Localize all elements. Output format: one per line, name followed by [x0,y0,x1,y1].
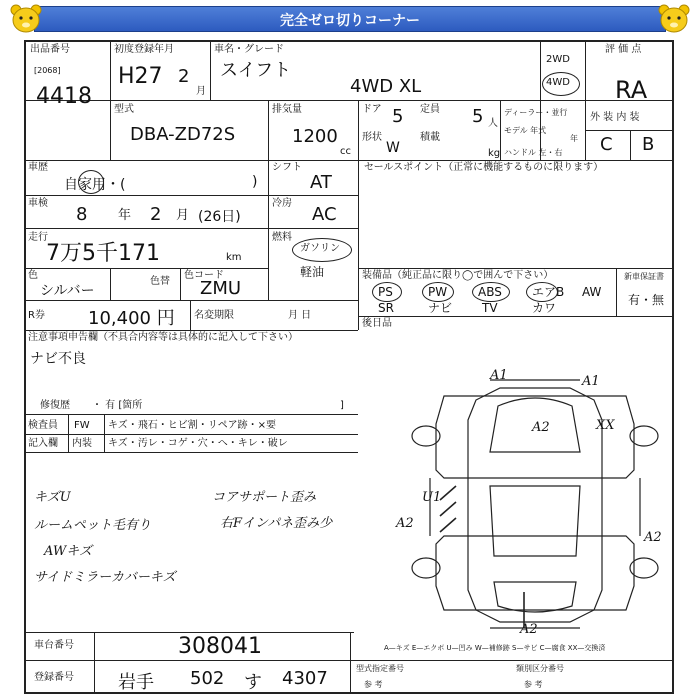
notes-label: 注意事項申告欄（不具合内容等は具体的に記入して下さい） [28,332,298,343]
eval-value: RA [615,76,648,104]
plate-kana: す [244,672,262,693]
inspect-year: 8 [76,204,88,225]
inspect-month: 2 [150,204,162,225]
reg-era: H27 [118,64,163,89]
load-label: 積載 [420,132,440,143]
fuel-diesel: 軽油 [300,265,325,279]
handwritten-note: ルームペット毛有り [34,518,152,533]
history-value: 自家用・( [64,177,126,193]
eval-label: 評 価 点 [605,44,642,55]
year-model-label: モデル 年式 [504,126,547,135]
grade: 4WD XL [350,76,422,97]
lot-number: 4418 [36,84,92,109]
mileage-value: 7万5千171 [46,241,160,266]
header-banner [34,6,666,32]
model-value: DBA-ZD72S [130,124,236,145]
rear-seat-label: 後日品 [362,318,392,329]
color-code-value: ZMU [200,278,242,299]
equip-aw: AW [582,285,602,299]
int-label: 内装 [72,438,92,449]
history-close: ) [252,174,258,190]
ext-value: C [600,134,613,155]
lot-sub: [2068] [34,66,61,75]
damage-mark: A1 [490,368,508,383]
warranty-value: 有・無 [628,293,665,307]
color-label: 色 [28,270,38,281]
equip-sr: SR [378,301,394,315]
name-change-unit: 月 日 [288,310,312,321]
ref-label-2: 参 考 [524,680,543,689]
inspector-label: 検査員 [28,420,58,431]
int-value: B [642,134,655,155]
handwritten-note: コアサポート歪み [212,490,317,505]
doors-label: ドア [362,104,382,115]
dealer-label: ディーラー・並行 [504,108,568,117]
inspect-label: 車検 [28,198,48,209]
damage-mark: A2 [644,530,662,545]
fuel-label: 燃料 [272,232,292,243]
cap-unit: 人 [488,118,498,129]
chassis-value: 308041 [178,634,262,659]
load-unit: kg [488,148,501,159]
damage-mark: U1 [422,490,442,505]
equip-airbag-circle [526,282,558,302]
cap-label: 定員 [420,104,440,115]
damage-mark: A2 [532,420,550,435]
equip-abs: ABS [478,285,502,299]
equip-tv: TV [482,301,498,315]
notes-value: ナビ不良 [30,351,86,367]
name-change-label: 名変期限 [194,310,234,321]
shift-value: AT [310,172,332,193]
chassis-label: 車台番号 [34,640,74,651]
car-name: スイフト [220,60,292,81]
plate-number: 4307 [282,668,328,689]
damage-mark: A2 [396,516,414,531]
fuel-gas: ガソリン [300,243,340,254]
ext-int-label: 外 装 内 装 [590,112,640,123]
plate-region: 岩手 [118,672,154,693]
equip-pw: PW [428,285,448,299]
repair-value: ・ 有 [箇所 [92,400,143,411]
warranty-label: 新車保証書 [624,272,664,281]
ref-label: 参 考 [364,680,383,689]
int-items: キズ・汚レ・コゲ・穴・へ・キレ・破レ [108,438,288,449]
handwritten-note: 右Fインパネ歪み少 [220,516,333,531]
inspect-day: (26日) [198,209,241,225]
reg-label: 初度登録年月 [114,44,174,55]
shape-label: 形状 [362,132,382,143]
inspector-sub: 記入欄 [28,438,58,449]
color-value: シルバー [40,283,95,299]
reg-month: 2 [178,66,190,87]
damage-mark: XX [596,418,615,433]
handwritten-note: AWキズ [44,544,92,559]
equipment-label: 装備品（純正品に限り◯で囲んで下さい） [362,270,554,281]
mileage-label: 走行 [28,232,48,243]
inspect-month-unit: 月 [176,208,190,223]
repair-close: ] [340,400,344,411]
recycle-value: 10,400 円 [88,308,175,329]
year-unit: 年 [570,134,578,143]
damage-legend: A—キズ E—エクボ U—凹み W—補修跡 S—サビ C—腐食 XX—交換済 [384,644,606,652]
drive-label: 2WD [546,54,570,65]
fw-label: FW [74,420,90,431]
ac-value: AC [312,204,337,225]
fw-items: キズ・飛石・ヒビ割・リペア跡・×要 [108,420,276,431]
history-circle [78,170,104,194]
ac-label: 冷房 [272,198,292,209]
color-change-label: 色替 [150,276,170,287]
shape-value: W [386,140,400,156]
handle-label: ハンドル 左・右 [504,148,563,157]
bear-mascot-icon [6,4,46,36]
handwritten-note: キズU [34,490,71,505]
banner-title: 完全ゼロ切りコーナー [280,13,420,29]
equip-ps-circle [372,282,402,302]
equip-abs-circle [472,282,510,302]
equip-navi: ナビ [428,301,453,315]
color-code-label: 色コード [184,270,224,281]
mileage-unit: km [226,252,242,263]
car-damage-diagram [390,360,680,640]
handwritten-note: サイドミラーカバーキズ [34,570,176,585]
history-label: 車歴 [28,162,48,173]
disp-label: 排気量 [272,104,302,115]
model-label: 型式 [114,104,134,115]
category-label: 類別区分番号 [516,664,564,673]
reg-month-unit: 月 [196,86,206,97]
damage-mark: A1 [582,374,600,389]
equip-airbag: エアB [532,285,565,299]
shift-label: シフト [272,162,302,173]
inspect-year-unit: 年 [118,208,132,223]
plate-label: 登録番号 [34,672,74,683]
disp-value: 1200 [292,126,338,147]
damage-mark: A2 [520,622,538,637]
lot-label: 出品番号 [30,44,70,55]
drive-value: 4WD [546,77,570,88]
repair-label: 修復歴 [40,400,70,411]
recycle-label: R券 [28,310,45,321]
sales-point-label: セールスポイント（正常に機能するものに限ります） [364,162,604,173]
type-designation-label: 型式指定番号 [356,664,404,673]
equip-leather: カワ [532,301,557,315]
equip-pw-circle [422,282,454,302]
plate-class: 502 [190,668,225,689]
car-label: 車名・グレード [214,44,284,55]
doors-value: 5 [392,106,404,127]
cap-value: 5 [472,106,484,127]
disp-unit: cc [340,146,351,157]
equip-ps: PS [378,285,393,299]
bear-mascot-icon [654,4,694,36]
